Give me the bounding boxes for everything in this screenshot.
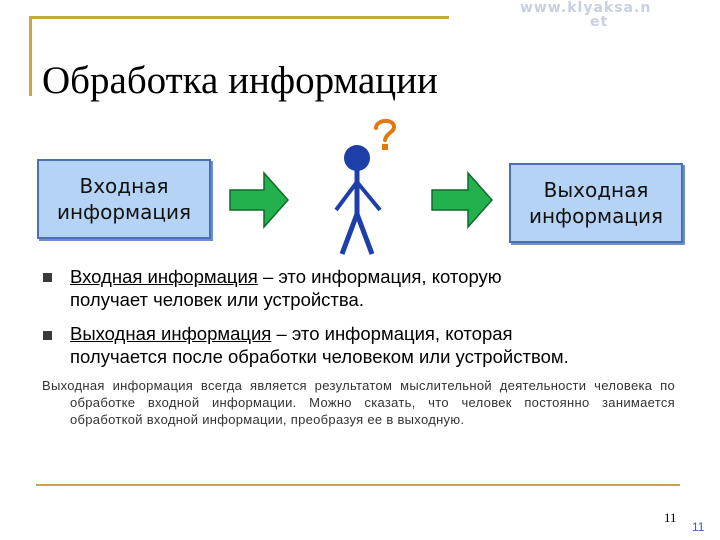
page-number: 11 <box>664 510 677 525</box>
frame-left-line <box>29 16 32 96</box>
bullet-definition: – это информация, которую <box>257 266 502 287</box>
arrow-right-icon <box>430 170 494 230</box>
bullet-definition: – это информация, которая <box>271 323 513 344</box>
footer-divider <box>36 484 680 486</box>
bullet-line2: получается после обработки человеком или устройством. <box>70 346 569 367</box>
output-info-box <box>509 163 683 243</box>
bullet-line2: получает человек или устройства. <box>70 289 364 310</box>
bullet-term: Выходная информация <box>70 323 272 344</box>
bullet-marker <box>43 331 52 340</box>
output-box-line1: Выходная <box>543 178 649 202</box>
watermark-line2: et <box>590 14 609 30</box>
input-box-line1: Входная <box>79 174 169 198</box>
bullet-term: Входная информация <box>70 266 258 287</box>
bullet-item <box>70 265 502 311</box>
frame-top-line <box>29 16 449 19</box>
question-mark-icon <box>370 118 400 154</box>
watermark-line1: www.klyaksa.n <box>520 0 652 16</box>
note-paragraph <box>42 377 675 428</box>
arrow-right-icon <box>228 170 290 230</box>
bullet-item <box>70 322 569 368</box>
output-box-line2: информация <box>528 204 664 228</box>
bullet-marker <box>43 273 52 282</box>
input-info-box <box>37 159 211 239</box>
watermark <box>520 0 720 28</box>
note-text: Выходная информация всегда является результатом мыслительной деятельности человека по обработке входной информации. Можно сказать, что человек постоянно занимается обработкой входной информации, преобразуя ее в выходную. <box>42 378 675 427</box>
slide-number: 11 <box>692 520 705 534</box>
slide-title: Обработка информации <box>42 59 438 102</box>
input-box-line2: информация <box>56 200 192 224</box>
